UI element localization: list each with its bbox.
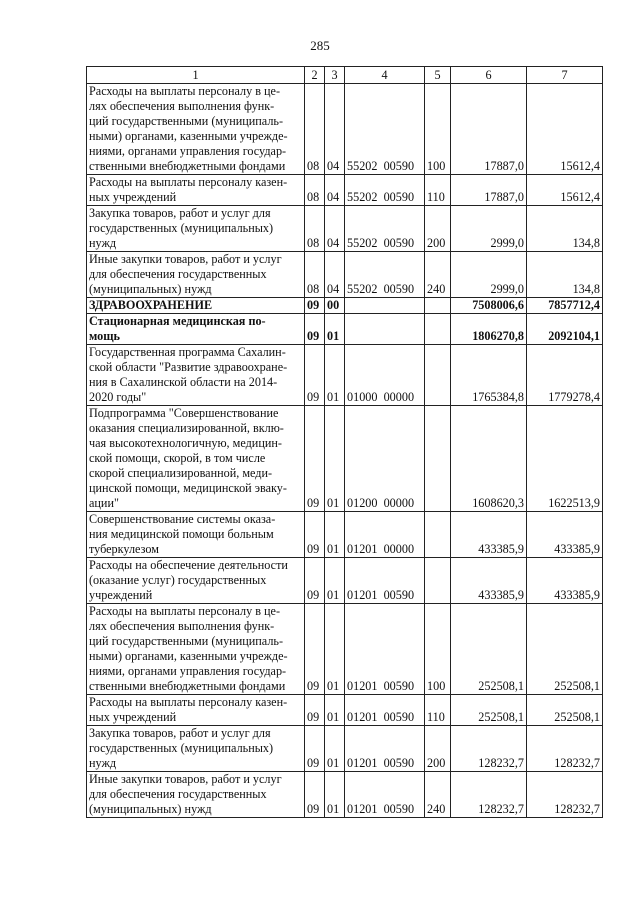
row-name-line: ций государственными (муниципаль- [89,114,284,128]
target-article-cell: 01201 00590 [345,695,425,726]
table-row [87,726,603,772]
row-name-line: (муниципальных) нужд [89,802,212,816]
table-row [87,772,603,818]
subsection-code-cell: 01 [325,314,345,345]
row-name-cell [87,206,305,252]
amount-col7-cell: 134,8 [527,252,603,298]
row-name-cell [87,512,305,558]
expense-type-cell: 200 [425,206,451,252]
amount-col6-cell: 128232,7 [451,726,527,772]
subsection-code-cell: 04 [325,84,345,175]
row-name-line: Совершенствование системы оказа- [89,512,276,526]
row-name-line: учреждений [89,588,153,602]
row-name-line: ций государственными (муниципаль- [89,634,284,648]
row-name-line: ации" [89,496,119,510]
row-name-line: ния в Сахалинской области на 2014- [89,375,278,389]
amount-col7-cell: 252508,1 [527,695,603,726]
row-name-line: Стационарная медицинская по- [89,314,266,328]
row-name-line: (оказание услуг) государственных [89,573,267,587]
row-name-line: ными) органами, казенными учрежде- [89,649,288,663]
section-code-cell: 09 [305,604,325,695]
header-cell: 3 [325,67,345,84]
row-name-cell [87,558,305,604]
amount-col6-cell: 433385,9 [451,558,527,604]
expense-type-cell: 100 [425,604,451,695]
expense-type-cell: 240 [425,252,451,298]
amount-col6-cell: 17887,0 [451,84,527,175]
subsection-code-cell: 01 [325,604,345,695]
row-name-line: ния медицинской помощи больным [89,527,274,541]
row-name-line: ных учреждений [89,710,177,724]
table-row [87,512,603,558]
target-article-cell: 01201 00590 [345,558,425,604]
budget-table [86,66,603,818]
row-name-line: Государственная программа Сахалин- [89,345,286,359]
target-article-cell: 55202 00590 [345,84,425,175]
row-name-line: скорой специализированной, меди- [89,466,273,480]
table-row [87,175,603,206]
row-name-cell [87,84,305,175]
table-row [87,406,603,512]
row-name-line: ственными внебюджетными фондами [89,159,286,173]
table-row [87,314,603,345]
expense-type-cell [425,314,451,345]
expense-type-cell: 110 [425,695,451,726]
subsection-code-cell: 00 [325,298,345,314]
expense-type-cell [425,298,451,314]
section-code-cell: 09 [305,314,325,345]
table-row [87,558,603,604]
subsection-code-cell: 01 [325,558,345,604]
row-name-line: Расходы на выплаты персоналу казен- [89,175,288,189]
row-name-line: Расходы на выплаты персоналу в це- [89,84,281,98]
expense-type-cell: 240 [425,772,451,818]
amount-col6-cell: 1806270,8 [451,314,527,345]
row-name-line: Расходы на обеспечение деятельности [89,558,288,572]
table-row [87,345,603,406]
amount-col7-cell: 128232,7 [527,772,603,818]
row-name-line: Закупка товаров, работ и услуг для [89,206,271,220]
section-code-cell: 09 [305,345,325,406]
row-name-line: ниями, органами управления государ- [89,144,287,158]
row-name-line: чая высокотехнологичную, медицин- [89,436,282,450]
row-name-cell [87,726,305,772]
amount-col6-cell: 2999,0 [451,252,527,298]
row-name-line: Подпрограмма "Совершенствование [89,406,279,420]
subsection-code-cell: 04 [325,175,345,206]
row-name-cell [87,406,305,512]
table-header-row [87,67,603,84]
expense-type-cell: 100 [425,84,451,175]
expense-type-cell [425,345,451,406]
row-name-line: нужд [89,236,117,250]
target-article-cell: 01201 00590 [345,772,425,818]
subsection-code-cell: 04 [325,206,345,252]
header-cell: 2 [305,67,325,84]
amount-col7-cell: 15612,4 [527,175,603,206]
row-name-cell [87,175,305,206]
amount-col7-cell: 128232,7 [527,726,603,772]
amount-col6-cell: 252508,1 [451,604,527,695]
row-name-cell [87,695,305,726]
row-name-line: нужд [89,756,117,770]
section-code-cell: 09 [305,558,325,604]
section-code-cell: 09 [305,298,325,314]
header-cell: 4 [345,67,425,84]
section-code-cell: 08 [305,175,325,206]
subsection-code-cell: 01 [325,772,345,818]
amount-col6-cell: 1608620,3 [451,406,527,512]
page-number: 285 [310,38,330,53]
header-cell: 7 [527,67,603,84]
table-row [87,298,603,314]
expense-type-cell: 110 [425,175,451,206]
target-article-cell: 01201 00590 [345,604,425,695]
table-row [87,84,603,175]
section-code-cell: 08 [305,206,325,252]
section-code-cell: 09 [305,695,325,726]
section-code-cell: 09 [305,726,325,772]
header-cell: 5 [425,67,451,84]
row-name-line: государственных (муниципальных) [89,221,274,235]
section-code-cell: 09 [305,406,325,512]
amount-col7-cell: 433385,9 [527,558,603,604]
table-row [87,252,603,298]
row-name-line: ской помощи, скорой, в том числе [89,451,266,465]
row-name-line: туберкулезом [89,542,159,556]
amount-col6-cell: 128232,7 [451,772,527,818]
table-row [87,604,603,695]
amount-col6-cell: 433385,9 [451,512,527,558]
subsection-code-cell: 01 [325,726,345,772]
amount-col7-cell: 252508,1 [527,604,603,695]
row-name-line: ных учреждений [89,190,177,204]
row-name-line: цинской помощи, медицинской эваку- [89,481,287,495]
row-name-cell [87,252,305,298]
target-article-cell: 55202 00590 [345,175,425,206]
section-code-cell: 09 [305,772,325,818]
target-article-cell: 01200 00000 [345,406,425,512]
row-name-line: ской области "Развитие здравоохране- [89,360,288,374]
row-name-line: Иные закупки товаров, работ и услуг [89,252,282,266]
row-name-cell [87,772,305,818]
table-row [87,695,603,726]
expense-type-cell [425,406,451,512]
row-name-line: лях обеспечения выполнения функ- [89,99,275,113]
amount-col7-cell: 134,8 [527,206,603,252]
expense-type-cell: 200 [425,726,451,772]
amount-col7-cell: 1622513,9 [527,406,603,512]
table-row [87,206,603,252]
row-name-line: Расходы на выплаты персоналу казен- [89,695,288,709]
row-name-line: ными) органами, казенными учрежде- [89,129,288,143]
amount-col6-cell: 1765384,8 [451,345,527,406]
amount-col6-cell: 2999,0 [451,206,527,252]
row-name-cell [87,298,305,314]
header-cell: 1 [87,67,305,84]
row-name-line: оказания специализированной, вклю- [89,421,284,435]
row-name-line: ственными внебюджетными фондами [89,679,286,693]
section-code-cell: 09 [305,512,325,558]
target-article-cell: 01201 00000 [345,512,425,558]
subsection-code-cell: 01 [325,695,345,726]
row-name-line: Расходы на выплаты персоналу в це- [89,604,281,618]
target-article-cell [345,298,425,314]
section-code-cell: 08 [305,252,325,298]
row-name-line: Закупка товаров, работ и услуг для [89,726,271,740]
target-article-cell: 55202 00590 [345,252,425,298]
expense-type-cell [425,558,451,604]
row-name-cell [87,604,305,695]
amount-col6-cell: 7508006,6 [451,298,527,314]
subsection-code-cell: 01 [325,406,345,512]
amount-col7-cell: 433385,9 [527,512,603,558]
amount-col7-cell: 1779278,4 [527,345,603,406]
header-cell: 6 [451,67,527,84]
target-article-cell [345,314,425,345]
row-name-line: (муниципальных) нужд [89,282,212,296]
subsection-code-cell: 01 [325,512,345,558]
target-article-cell: 01201 00590 [345,726,425,772]
row-name-line: 2020 годы" [89,390,147,404]
row-name-line: для обеспечения государственных [89,787,267,801]
target-article-cell: 55202 00590 [345,206,425,252]
row-name-line: ЗДРАВООХРАНЕНИЕ [89,298,213,312]
row-name-line: для обеспечения государственных [89,267,267,281]
subsection-code-cell: 04 [325,252,345,298]
row-name-line: Иные закупки товаров, работ и услуг [89,772,282,786]
subsection-code-cell: 01 [325,345,345,406]
amount-col7-cell: 7857712,4 [527,298,603,314]
row-name-cell [87,345,305,406]
row-name-line: ниями, органами управления государ- [89,664,287,678]
amount-col6-cell: 17887,0 [451,175,527,206]
row-name-line: лях обеспечения выполнения функ- [89,619,275,633]
row-name-line: государственных (муниципальных) [89,741,274,755]
target-article-cell: 01000 00000 [345,345,425,406]
section-code-cell: 08 [305,84,325,175]
amount-col7-cell: 15612,4 [527,84,603,175]
amount-col6-cell: 252508,1 [451,695,527,726]
expense-type-cell [425,512,451,558]
row-name-line: мощь [89,329,120,343]
row-name-cell [87,314,305,345]
amount-col7-cell: 2092104,1 [527,314,603,345]
